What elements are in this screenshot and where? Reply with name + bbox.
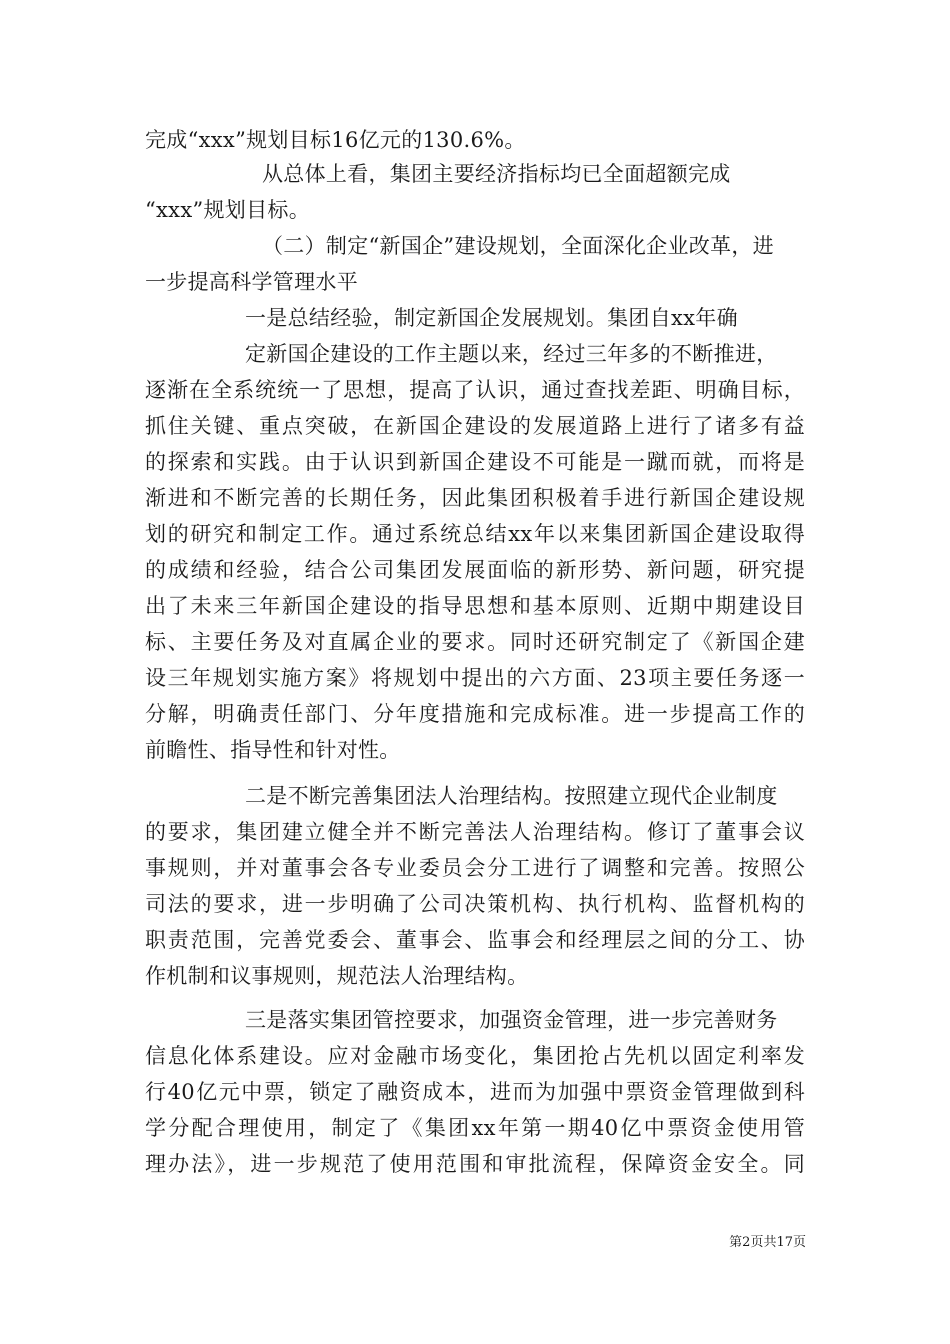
section-heading: （二）制定“新国企”建设规划，全面深化企业改革，进 — [262, 234, 774, 258]
text-line: 职责范围，完善党委会、董事会、监事会和经理层之间的分工、协 — [145, 928, 805, 952]
text-line: 抓住关键、重点突破，在新国企建设的发展道路上进行了诸多有益 — [145, 414, 805, 438]
text-line: 前瞻性、指导性和针对性。 — [145, 738, 401, 762]
text-line: 划的研究和制定工作。通过系统总结xx年以来集团新国企建设取得 — [145, 522, 805, 546]
text-line: 信息化体系建设。应对金融市场变化，集团抢占先机以固定利率发 — [145, 1044, 805, 1068]
text-line: 司法的要求，进一步明确了公司决策机构、执行机构、监督机构的 — [145, 892, 805, 916]
text-line: 作机制和议事规则，规范法人治理结构。 — [145, 964, 529, 988]
page-number-footer: 第2页共17页 — [729, 1235, 806, 1250]
text-line: 分解，明确责任部门、分年度措施和完成标准。进一步提高工作的 — [145, 702, 805, 726]
text-line: 逐渐在全系统统一了思想，提高了认识，通过查找差距、明确目标， — [145, 378, 805, 402]
text-line: 的要求，集团建立健全并不断完善法人治理结构。修订了董事会议 — [145, 820, 805, 844]
paragraph-start: 三是落实集团管控要求，加强资金管理，进一步完善财务 — [245, 1008, 778, 1032]
text-line: 学分配合理使用，制定了《集团xx年第一期40亿中票资金使用管 — [145, 1116, 805, 1140]
text-line: 标、主要任务及对直属企业的要求。同时还研究制定了《新国企建 — [145, 630, 805, 654]
paragraph-start: 从总体上看，集团主要经济指标均已全面超额完成 — [262, 162, 731, 186]
text-line: 设三年规划实施方案》将规划中提出的六方面、23项主要任务逐一 — [145, 666, 805, 690]
text-line: 渐进和不断完善的长期任务，因此集团积极着手进行新国企建设规 — [145, 486, 805, 510]
text-line: 定新国企建设的工作主题以来，经过三年多的不断推进， — [245, 342, 778, 366]
section-heading-continued: 一步提高科学管理水平 — [145, 270, 358, 294]
text-line: 的探索和实践。由于认识到新国企建设不可能是一蹴而就，而将是 — [145, 450, 805, 474]
text-line: 完成“xxx”规划目标16亿元的130.6%。 — [145, 128, 526, 152]
paragraph-start: 一是总结经验，制定新国企发展规划。集团自xx年确 — [245, 306, 738, 330]
paragraph-start: 二是不断完善集团法人治理结构。按照建立现代企业制度 — [245, 784, 778, 808]
text-line: 出了未来三年新国企建设的指导思想和基本原则、近期中期建设目 — [145, 594, 805, 618]
text-line: 的成绩和经验，结合公司集团发展面临的新形势、新问题，研究提 — [145, 558, 805, 582]
text-line: 理办法》，进一步规范了使用范围和审批流程，保障资金安全。同 — [145, 1152, 805, 1176]
text-line: 事规则，并对董事会各专业委员会分工进行了调整和完善。按照公 — [145, 856, 805, 880]
text-line: “xxx”规划目标。 — [145, 198, 311, 222]
text-line: 行40亿元中票，锁定了融资成本，进而为加强中票资金管理做到科 — [145, 1080, 805, 1104]
